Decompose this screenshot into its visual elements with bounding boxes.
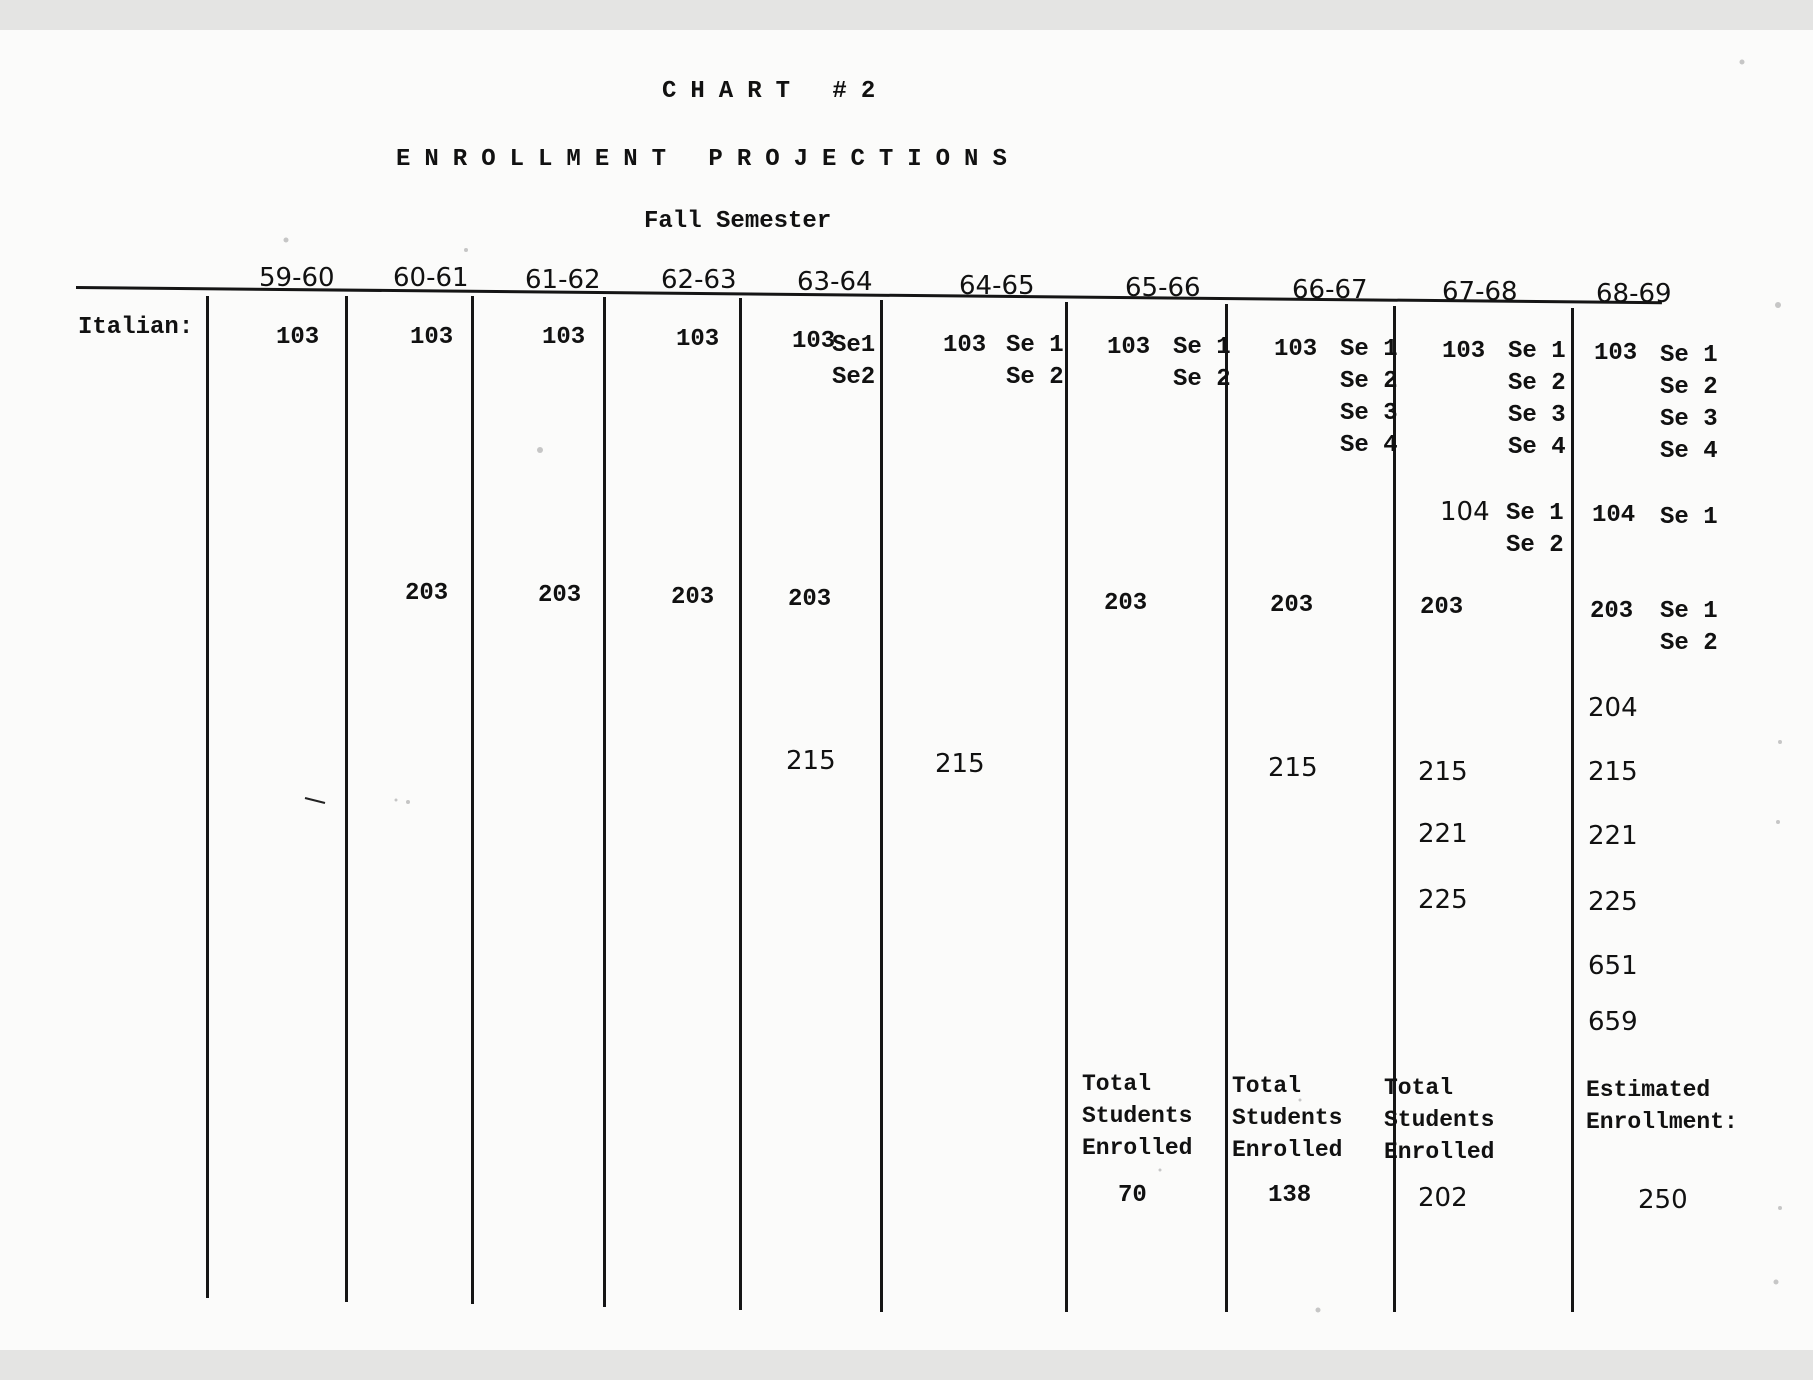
section-cell: Se 2 (1506, 532, 1564, 559)
year-header: 66-67 (1292, 275, 1368, 305)
section-cell: Se 2 (1508, 370, 1566, 397)
course-cell: 103 (542, 324, 586, 351)
section-cell: Se 1 (1508, 338, 1566, 365)
section-cell: Se 2 (1006, 364, 1064, 391)
section-cell: Se 1 (1660, 342, 1718, 369)
column-divider (345, 296, 348, 1302)
course-cell: 203 (1270, 592, 1314, 619)
course-cell: 103 (676, 326, 720, 353)
section-cell: Se 1 (1006, 332, 1064, 359)
chart-number: CHART #2 (662, 78, 890, 105)
year-header: 59-60 (259, 263, 335, 293)
section-cell: Se 1 (1660, 598, 1718, 625)
section-cell: Se2 (832, 364, 876, 391)
estimate-value: 250 (1638, 1185, 1688, 1215)
column-divider (603, 297, 606, 1307)
total-value: 138 (1268, 1182, 1312, 1209)
column-divider (739, 298, 742, 1310)
course-cell: 203 (1590, 598, 1634, 625)
course-cell: 651 (1588, 951, 1638, 981)
section-cell: Se 1 (1660, 504, 1718, 531)
course-cell: 215 (1588, 757, 1638, 787)
section-cell: Se 3 (1508, 402, 1566, 429)
row-label: Italian: (78, 314, 194, 341)
section-cell: Se 1 (1340, 336, 1398, 363)
course-cell: 203 (405, 580, 449, 607)
section-cell: Se 3 (1340, 400, 1398, 427)
section-cell: Se 2 (1173, 366, 1231, 393)
course-cell: 221 (1588, 821, 1638, 851)
course-cell: 204 (1588, 693, 1638, 723)
course-cell: 203 (671, 584, 715, 611)
section-cell: Se 2 (1340, 368, 1398, 395)
course-cell: 203 (788, 586, 832, 613)
section-cell: Se 1 (1173, 334, 1231, 361)
total-label: Total Students Enrolled (1384, 1075, 1495, 1165)
course-cell: 215 (935, 749, 985, 779)
column-divider (1225, 304, 1228, 1312)
section-cell: Se 4 (1508, 434, 1566, 461)
course-cell: 103 (943, 332, 987, 359)
course-cell: 659 (1588, 1007, 1638, 1037)
year-header: 64-65 (959, 271, 1035, 301)
document-title: ENROLLMENT PROJECTIONS (396, 146, 1021, 173)
total-label: Total Students Enrolled (1082, 1071, 1193, 1161)
course-cell: 103 (1107, 334, 1151, 361)
estimate-label: Estimated Enrollment: (1586, 1077, 1738, 1135)
column-divider (1571, 308, 1574, 1312)
column-divider (880, 300, 883, 1312)
year-header: 65-66 (1125, 273, 1201, 303)
course-cell: 225 (1588, 887, 1638, 917)
year-header: 63-64 (797, 267, 873, 297)
course-cell: 225 (1418, 885, 1468, 915)
total-value: 202 (1418, 1183, 1468, 1213)
section-cell: Se 2 (1660, 374, 1718, 401)
course-cell: 103 (410, 324, 454, 351)
section-cell: Se1 (832, 332, 876, 359)
course-cell: 104 (1592, 502, 1636, 529)
column-divider (206, 296, 209, 1298)
course-cell: 103 (276, 324, 320, 351)
course-cell: 215 (1268, 753, 1318, 783)
total-label: Total Students Enrolled (1232, 1073, 1343, 1163)
section-cell: Se 1 (1506, 500, 1564, 527)
year-header: 62-63 (661, 265, 737, 295)
course-cell: 215 (786, 746, 836, 776)
column-divider (1065, 302, 1068, 1312)
section-cell: Se 4 (1340, 432, 1398, 459)
course-cell: 103 (792, 328, 836, 355)
year-header: 60-61 (393, 263, 469, 293)
course-cell: 203 (538, 582, 582, 609)
course-cell: 203 (1420, 594, 1464, 621)
course-cell: 215 (1418, 757, 1468, 787)
course-cell: 203 (1104, 590, 1148, 617)
section-cell: Se 4 (1660, 438, 1718, 465)
document-subtitle: Fall Semester (644, 208, 832, 235)
year-header: 61-62 (525, 265, 601, 295)
section-cell: Se 2 (1660, 630, 1718, 657)
total-value: 70 (1118, 1182, 1147, 1209)
section-cell: Se 3 (1660, 406, 1718, 433)
course-cell: 103 (1594, 340, 1638, 367)
course-cell: 103 (1442, 338, 1486, 365)
course-cell: 104 (1440, 497, 1490, 527)
column-divider (471, 296, 474, 1304)
course-cell: 103 (1274, 336, 1318, 363)
course-cell: 221 (1418, 819, 1468, 849)
year-header: 67-68 (1442, 277, 1518, 307)
year-header: 68-69 (1596, 279, 1672, 309)
